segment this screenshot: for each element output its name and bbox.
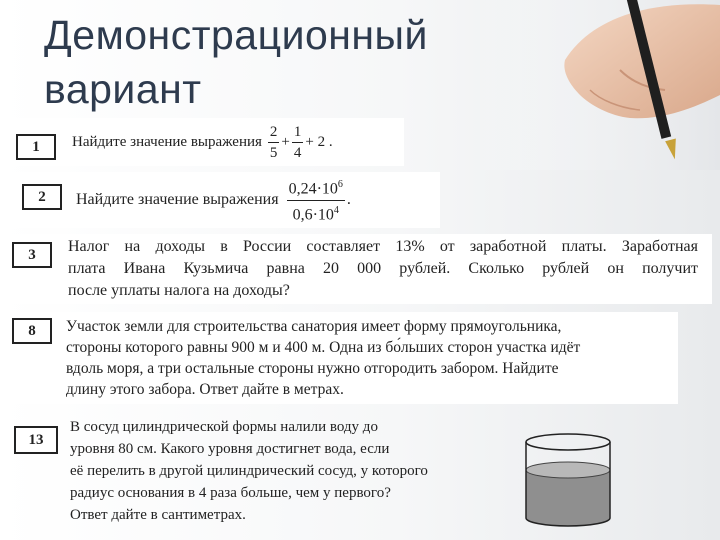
task-text-line: Участок земли для строительства санатория имеет форму прямоугольника, — [66, 318, 562, 335]
task-number: 2 — [22, 184, 62, 210]
task-number: 1 — [16, 134, 56, 160]
slide-title — [44, 8, 428, 116]
operator: + — [281, 133, 290, 150]
task-2 — [8, 172, 440, 228]
expression-tail: + 2 . — [305, 133, 333, 150]
task-text-line: Ответ дайте в сантиметрах. — [70, 507, 246, 523]
task-8 — [4, 312, 678, 404]
task-text — [68, 236, 698, 302]
task-text — [70, 416, 502, 526]
task-text-line: после уплаты налога на доходы? — [68, 282, 290, 299]
task-text-line: плата Ивана Кузьмича равна 20 000 рублей. Сколько рублей он получит — [68, 260, 698, 277]
expression-tail: . — [346, 191, 351, 208]
task-text — [76, 172, 351, 228]
task-text-line: стороны которого равны 900 м и 400 м. Одна из бо́льших сторон участка идёт — [66, 339, 581, 356]
task-text — [66, 316, 662, 400]
hand-with-pen-image — [470, 0, 720, 170]
task-text-line: радиус основания в 4 раза больше, чем у первого? — [70, 485, 391, 501]
title-line-1: Демонстрационный — [44, 12, 428, 58]
task-13 — [10, 406, 514, 540]
cylinder-vessel-icon — [520, 432, 616, 532]
fraction-numerator: 1 — [292, 122, 304, 143]
fraction-denominator: 5 — [269, 144, 278, 161]
fraction — [287, 175, 345, 225]
task-text-line: её перелить в другой цилиндрический сосуд, у которого — [70, 463, 428, 479]
fraction — [292, 122, 304, 163]
task-text-line: вдоль моря, а три остальные стороны нужно отгородить забором. Найдите — [66, 360, 559, 377]
fraction-numerator: 2 — [268, 122, 280, 143]
task-3 — [4, 234, 712, 304]
task-text-line: Налог на доходы в России составляет 13% от заработной платы. Заработная — [68, 238, 698, 255]
task-1 — [2, 118, 404, 166]
fraction — [268, 122, 280, 163]
task-text-line: длину этого забора. Ответ дайте в метрах. — [66, 381, 344, 398]
task-number: 13 — [14, 426, 58, 454]
fraction-numerator: $0,24\cdot 10^6$ — [287, 175, 345, 200]
task-text — [72, 118, 333, 166]
task-text-line: уровня 80 см. Какого уровня достигнет вода, если — [70, 441, 390, 457]
fraction-denominator: 4 — [293, 144, 302, 161]
task-text-line: В сосуд цилиндрической формы налили воду до — [70, 419, 378, 435]
fraction-denominator: $0,6\cdot 10^4$ — [292, 204, 339, 223]
task-prompt: Найдите значение выражения — [76, 191, 279, 208]
task-number: 3 — [12, 242, 52, 268]
task-prompt: Найдите значение выражения — [72, 133, 262, 150]
title-line-2: вариант — [44, 66, 202, 112]
task-number: 8 — [12, 318, 52, 344]
